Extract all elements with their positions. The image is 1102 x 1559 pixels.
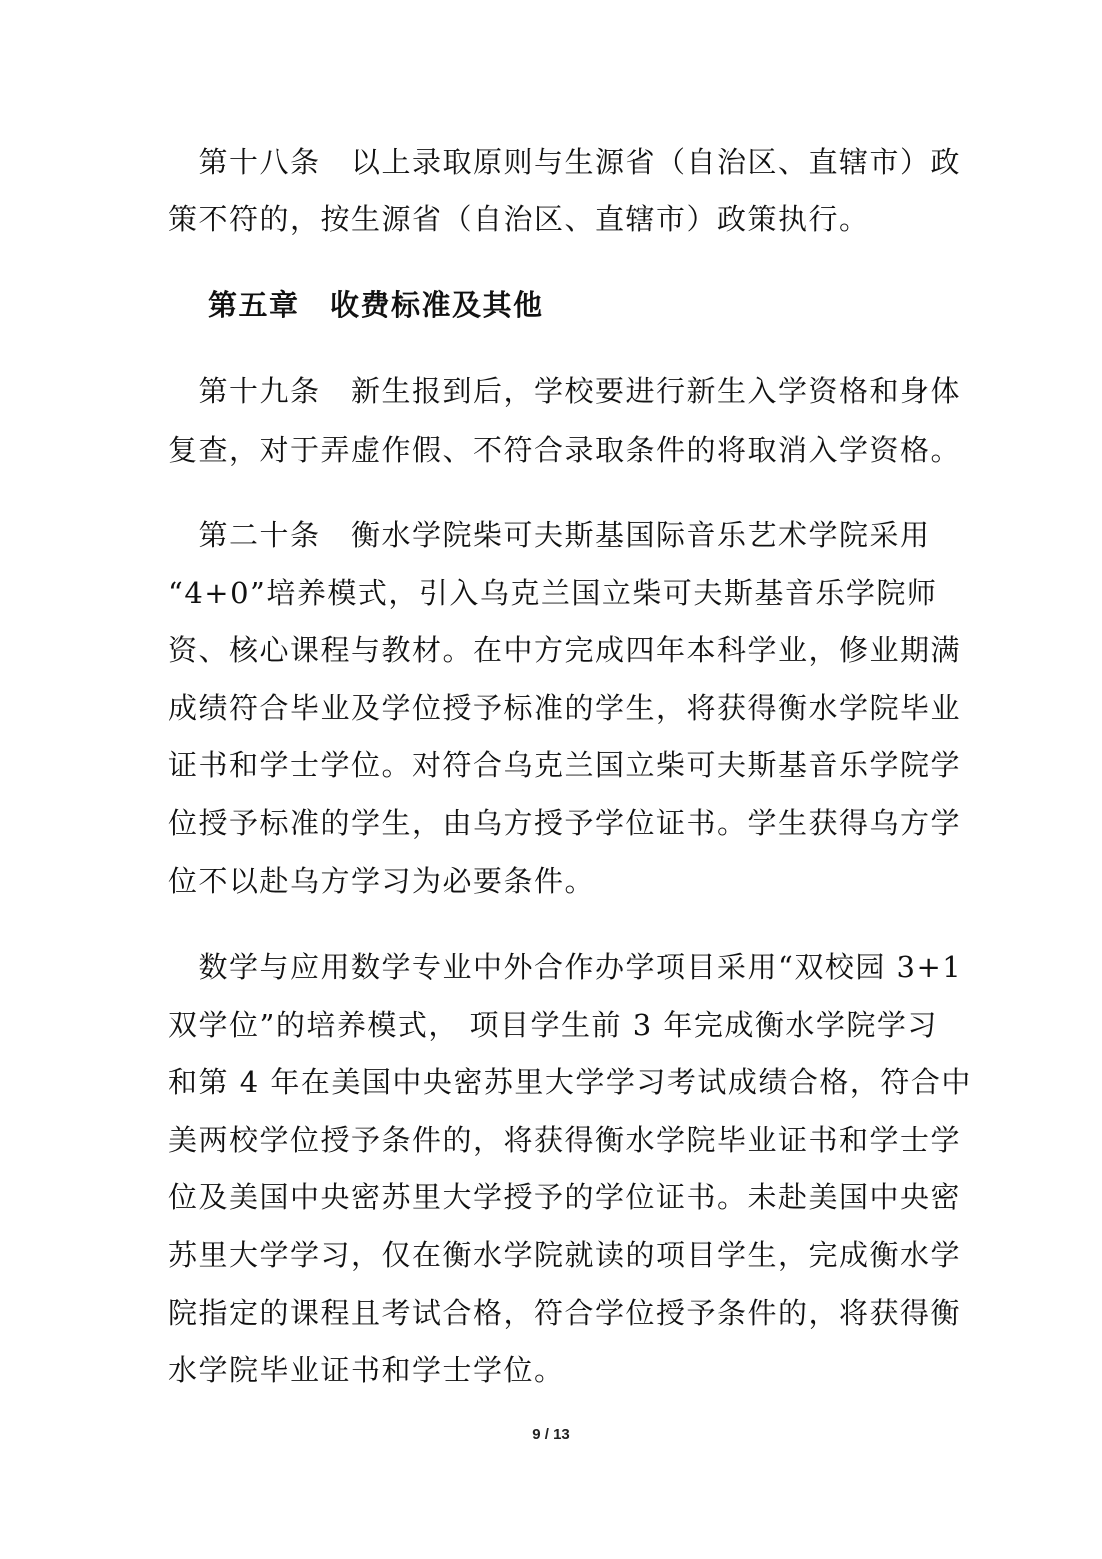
article-19-line-2: 复查，对于弄虚作假、不符合录取条件的将取消入学资格。 xyxy=(168,433,962,467)
chapter-5-heading: 第五章 收费标准及其他 xyxy=(208,288,544,322)
math-program-line-8: 水学院毕业证书和学士学位。 xyxy=(168,1353,565,1387)
article-20-line-6: 位授予标准的学生，由乌方授予学位证书。学生获得乌方学 xyxy=(168,806,962,840)
article-20-line-3: 资、核心课程与教材。在中方完成四年本科学业，修业期满 xyxy=(168,633,962,667)
math-program-line-2: 双学位”的培养模式， 项目学生前 3 年完成衡水学院学习 xyxy=(168,1008,938,1042)
math-program-line-4: 美两校学位授予条件的，将获得衡水学院毕业证书和学士学 xyxy=(168,1123,962,1157)
math-program-line-5: 位及美国中央密苏里大学授予的学位证书。未赴美国中央密 xyxy=(168,1180,962,1214)
article-20-line-7: 位不以赴乌方学习为必要条件。 xyxy=(168,864,596,898)
page-number: 9 / 13 xyxy=(532,1426,570,1443)
math-program-line-1: 数学与应用数学专业中外合作办学项目采用“双校园 3+1 xyxy=(168,950,963,984)
article-18-line-1: 第十八条 以上录取原则与生源省（自治区、直辖市）政 xyxy=(168,145,962,179)
math-program-line-7: 院指定的课程且考试合格，符合学位授予条件的，将获得衡 xyxy=(168,1296,962,1330)
math-program-line-6: 苏里大学学习，仅在衡水学院就读的项目学生，完成衡水学 xyxy=(168,1238,962,1272)
article-20-line-2: “4+0”培养模式，引入乌克兰国立柴可夫斯基音乐学院师 xyxy=(168,576,938,610)
article-20-line-1: 第二十条 衡水学院柴可夫斯基国际音乐艺术学院采用 xyxy=(168,518,931,552)
article-20-line-4: 成绩符合毕业及学位授予标准的学生，将获得衡水学院毕业 xyxy=(168,691,962,725)
math-program-line-3: 和第 4 年在美国中央密苏里大学学习考试成绩合格，符合中 xyxy=(168,1065,972,1099)
article-18-line-2: 策不符的，按生源省（自治区、直辖市）政策执行。 xyxy=(168,202,870,236)
article-19-line-1: 第十九条 新生报到后，学校要进行新生入学资格和身体 xyxy=(168,374,962,408)
article-20-line-5: 证书和学士学位。对符合乌克兰国立柴可夫斯基音乐学院学 xyxy=(168,748,962,782)
